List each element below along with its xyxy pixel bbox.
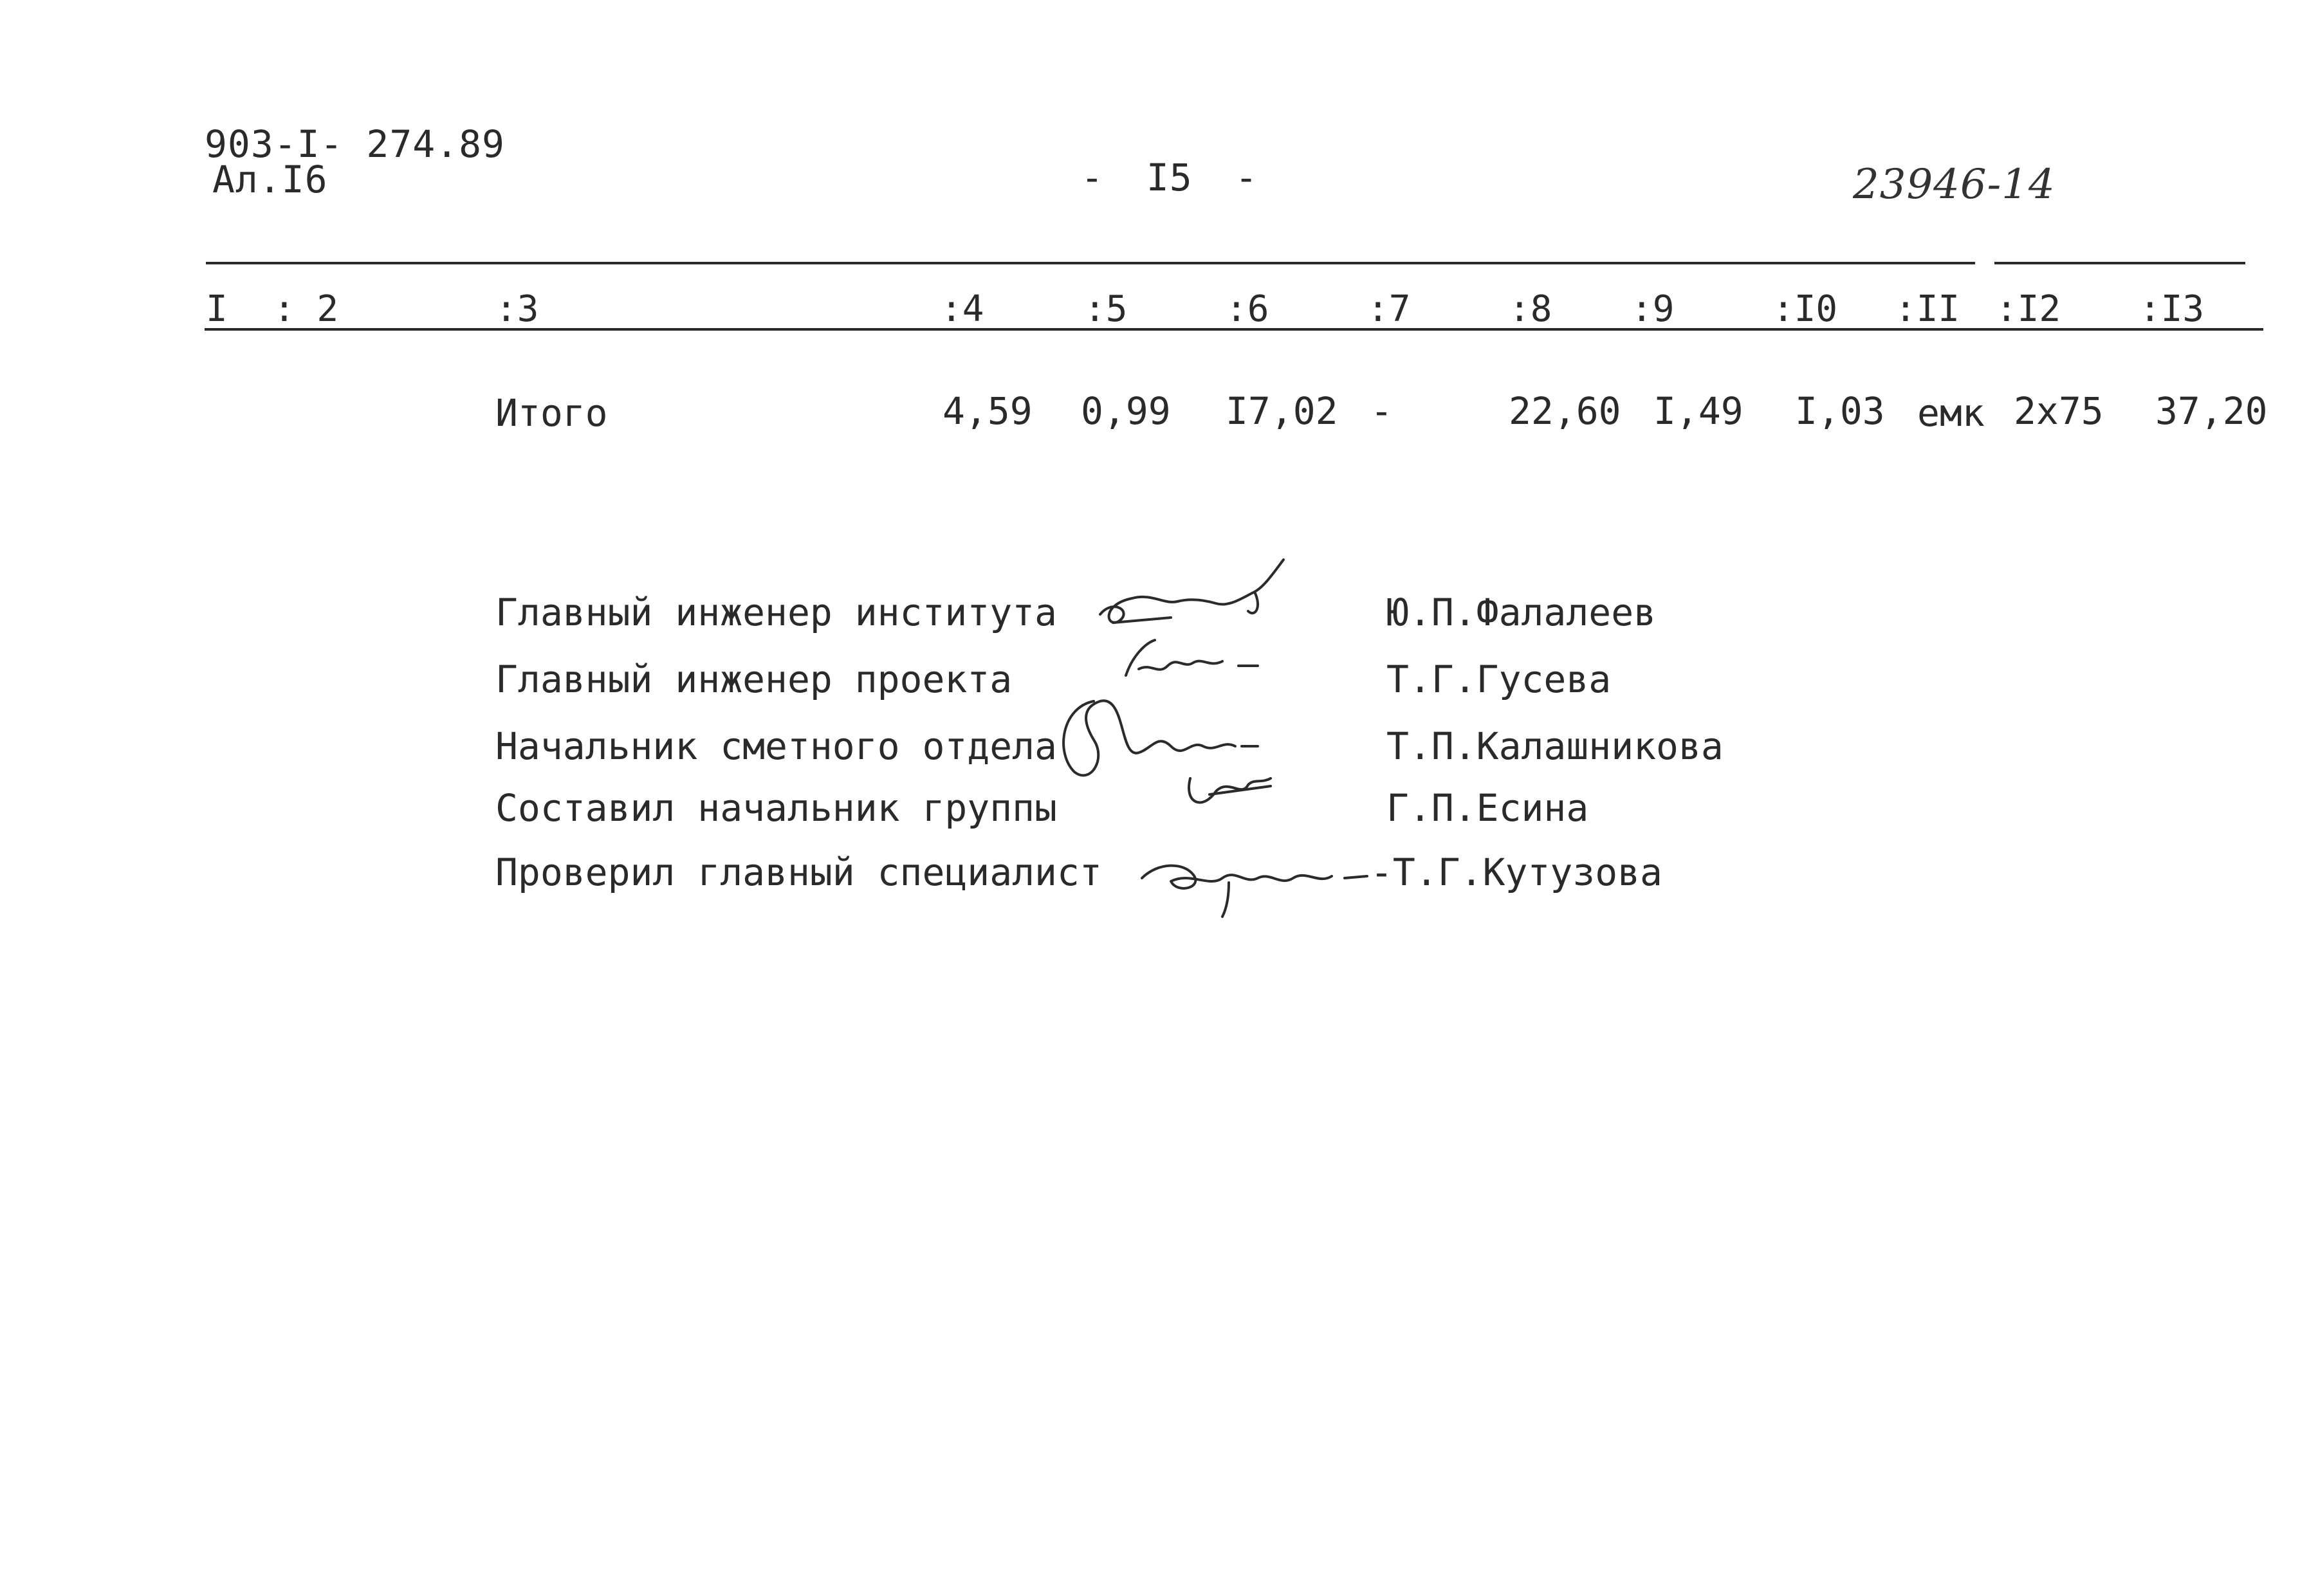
signature-name: Т.П.Калашникова <box>1386 724 1724 768</box>
signature-position: Начальник сметного отдела <box>495 724 1057 768</box>
total-cell: 0,99 <box>1081 389 1171 433</box>
column-header: :I0 <box>1772 288 1838 330</box>
column-header: :7 <box>1367 288 1411 330</box>
signature-scribble-3 <box>1055 682 1274 817</box>
signature-position: Главный инженер института <box>495 591 1057 634</box>
signature-position: Главный инженер проекта <box>495 657 1013 701</box>
signature-scribble-5 <box>1132 843 1377 920</box>
total-cell: 37,20 <box>2155 389 2268 433</box>
column-header: :9 <box>1631 288 1675 330</box>
total-label: Итого <box>495 391 608 435</box>
total-cell: 2х75 <box>2014 389 2104 433</box>
signature-name: -Т.Г.Кутузова <box>1370 850 1662 894</box>
signature-name: Ю.П.Фалалеев <box>1386 591 1657 634</box>
column-header: :II <box>1895 288 1960 330</box>
total-cell: емк <box>1917 391 1985 435</box>
table-top-rule-left <box>206 262 1975 264</box>
sheet-number: Ал.I6 <box>212 158 328 201</box>
total-cell: 22,60 <box>1509 389 1621 433</box>
signature-name: Т.Г.Гусева <box>1386 657 1612 701</box>
column-header: :6 <box>1226 288 1269 330</box>
column-header: :8 <box>1509 288 1552 330</box>
page-number: - I5 - <box>1081 156 1258 199</box>
signature-scribble-2 <box>1119 630 1267 688</box>
table-top-rule-right <box>1994 262 2245 264</box>
total-cell: I,49 <box>1653 389 1743 433</box>
column-header: :3 <box>495 288 539 330</box>
signature-position: Составил начальник группы <box>495 786 1057 830</box>
column-header: : 2 <box>273 288 339 330</box>
total-cell: 4,59 <box>943 389 1033 433</box>
document-code: 903-I- 274.89 <box>205 122 505 166</box>
signature-position: Проверил главный специалист <box>495 850 1102 894</box>
signature-name: Г.П.Есина <box>1386 786 1589 830</box>
column-header: :5 <box>1084 288 1128 330</box>
total-cell: I7,02 <box>1226 389 1338 433</box>
signature-scribble-1 <box>1094 553 1300 637</box>
column-header: :4 <box>941 288 984 330</box>
column-header: I <box>206 288 228 330</box>
total-cell: I,03 <box>1795 389 1885 433</box>
column-header: :I3 <box>2139 288 2205 330</box>
archive-number: 23946-14 <box>1853 161 2056 208</box>
column-header: :I2 <box>1996 288 2061 330</box>
total-cell: - <box>1370 389 1393 433</box>
